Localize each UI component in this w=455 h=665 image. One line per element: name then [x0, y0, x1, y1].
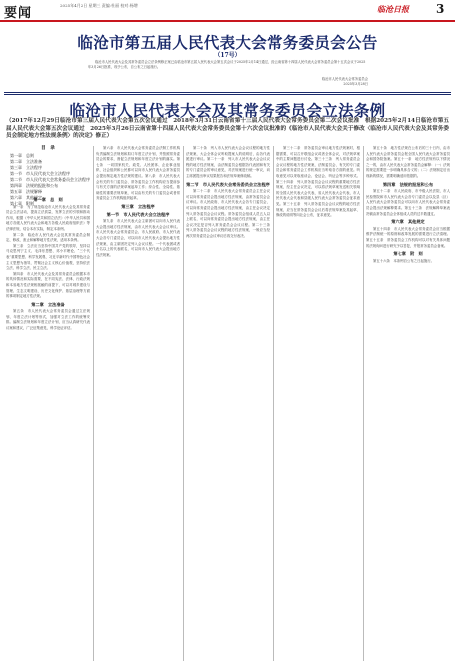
law-title: 临沧市人民代表大会及其常务委员会立法条例 [69, 101, 386, 120]
article: 第二条 临沧市人民代表大会及其常务委员会制定、修改、废止和解释地方性法规，适用本条例。 [6, 232, 90, 243]
toc-heading: 目 录 [41, 146, 55, 151]
chapter-heading: 第七章 附 则 [393, 251, 423, 257]
toc-item: 第一章 总则 [10, 153, 34, 158]
announcement-body: 临沧市人民代表大会及其常务委员会立法条例修正案已由临沧市第五届人民代表大会第五次会议于2025年2月14日通过，经云南省第十四届人民代表大会常务委员会第十五次会议于2025年3月26日批准，现予公布，自公布之日起施行。 [88, 60, 366, 69]
page-number: 3 [436, 2, 445, 16]
article-text: 第五十条 地方性法规在公布后的三十日内，由市人民代表大会常务委员会报全国人民代表大会常务委员会和国务院备案。第五十一条 地方性法规有以下情况之一的，由市人民代表大会常务委员会解释：（一）法规的规定需要进一步明确具体含义的；（二）法规制定后出现新的情况，需要明确适用依据的。 [366, 146, 450, 178]
article-text: 第二十二条 市人民代表大会常务委员会主任会议可以向常务委员会提出地方性法规案，由常务委员会会议审议。市人民政府、市人民代表大会各专门委员会，可以向常务委员会提出地方性法规案，由主任会议决定列入常务委员会会议议程。常务委员会组成人员五人以上联名，可以向常务委员会提出地方性法规案，由主任会议决定是否列入常务委员会会议议程。第二十三条 列入常务委员会会议议程的地方性法规案，一般应当经两次常务委员会会议审议后再交付表决。 [186, 189, 274, 238]
announcement-title: 临沧市第五届人民代表大会常务委员会公告 [77, 33, 378, 52]
article: 第一条 为了规范临沧市人民代表大会及其常务委员会立法活动，提高立法质量，发挥立法的引领和推动作用，根据《中华人民共和国立法法》《中华人民共和国地方各级人民代表大会和地方各级人民政府组织法》等法律法规，结合本市实际，制定本条例。 [6, 204, 90, 231]
section-heading: 第二节 市人民代表大会常务委员会立法程序 [186, 181, 270, 187]
article-text: 第五十四条 市人民代表大会常务委员会应当根据维护法制统一的原则和改革发展的需要进行立法清理。第五十五条 常务委员会工作机构可以对有关具体问题的法规询问进行研究予以答复，并报常务委员会备案。 [366, 226, 450, 248]
chapter-heading: 第六章 其他规定 [391, 219, 425, 225]
article: 第五条 市人民代表大会常务委员会通过立法规划、年度立法计划等形式，加强对立法工作的统筹安排。编制立法规划和年度立法计划，应当认真研究代表议案和建议，广泛征集意见，科学论证评估。 [6, 309, 90, 331]
article-text: 第六条 市人民代表大会常务委员会法制工作机构负责编制立法规划和拟订年度立法计划，并按照常务委员会的要求，督促立法规划和年度立法计划的落实。第七条 一切国家机关、政党、人民团体、企业事业组织、社会组织和公民都可以向市人民代表大会常务委员会提出制定地方性法规的建议。第八条 市人民代表大会有关的专门委员会、常务委员会工作机构应当提前参与有关方面的法规草案起草工作；综合性、全局性、基础性的重要法规草案，可以由有关的专门委员会或者常务委员会工作机构组织起草。 [96, 146, 180, 201]
newspaper-masthead: 临沧日报 [377, 4, 409, 14]
chapter-heading: 第四章 法规的报批和公布 [382, 181, 434, 187]
divider-thin [4, 94, 451, 95]
column-separator [183, 146, 184, 661]
divider [4, 92, 451, 93]
article-text: 第九条 市人民代表大会主席团可以向市人民代表大会提出地方性法规案，由市人民代表大会会议审议。市人民代表大会常务委员会、市人民政府、市人民代表大会各专门委员会，可以向市人民代表大会提出地方性法规案，由主席团决定列入会议议程。一个代表团或者十名以上的代表联名，可以向市人民代表大会提出地方性法规案。 [96, 219, 180, 257]
column-1 [6, 146, 90, 661]
chapter-heading: 第一章 总 则 [33, 197, 63, 202]
signer: 临沧市人民代表大会常务委员会 [321, 77, 368, 81]
article-text: 第五十二条 市人民政府、市中级人民法院、市人民检察院和市人民代表大会各专门委员会以及县（区）人民代表大会常务委员会可以向市人民代表大会常务委员会提出法规解释要求。第五十三条 法规解释草案表决稿由常务委员会全体组成人员的过半数通过。 [366, 189, 450, 216]
page-header [0, 0, 455, 22]
toc-item: 第六章 其他规定 [10, 195, 42, 200]
column-4 [276, 146, 360, 661]
toc-item: 第一节 市人民代表大会立法程序 [10, 171, 70, 176]
column-3 [186, 146, 274, 661]
date-line: 2025年4月2日 星期三 责编:杜丽 校对:杨增 [60, 3, 138, 8]
announcement-signature [290, 77, 368, 87]
toc-item: 第二节 市人民代表大会常务委员会立法程序 [10, 177, 90, 182]
chapter-heading: 第三章 立法程序 [121, 203, 155, 209]
article-text: 第五十六条 本条例自公布之日起施行。 [373, 258, 435, 263]
column-separator [363, 146, 364, 661]
toc-item: 第二章 立法准备 [10, 159, 42, 164]
announcement-number: （17号） [214, 52, 241, 59]
article-text: 第三十二条 常务委员会审议地方性法规案时，根据需要，可以召开联组会议或者全体会议，对法规草案中的主要问题进行讨论。第三十三条 列入常务委员会会议议程的地方性法规案，法制委员会、有关的专门委员会和常务委员会工作机构应当听取各方面的意见。听取意见可以采取座谈会、论证会、听证会等多种形式。第三十四条 列入常务委员会会议议程的重要地方性法规案，经主任会议决定，可以将法规草案发送相关领域的全国人民代表大会代表、省人民代表大会代表、市人民代表大会代表和县级人民代表大会常务委员会征求意见。第三十五条 列入常务委员会会议议程的地方性法规案，应当在常务委员会会议后将法规草案及其起草、修改的说明等向社会公布，征求意见。 [276, 146, 360, 218]
section-name: 要闻 [4, 6, 33, 21]
toc-item: 第三章 立法程序 [10, 165, 42, 170]
column-separator [93, 146, 94, 661]
column-separator [273, 146, 274, 661]
article: 第三条 立法应当坚持中国共产党的领导，坚持以马克思列宁主义、毛泽东思想、邓小平理论、“三个代表”重要思想、科学发展观、习近平新时代中国特色社会主义思想为指导，贯彻社会主义核心价值观，坚持依法立法、科学立法、民主立法。 [6, 243, 90, 271]
chapter-heading: 第二章 立法准备 [31, 301, 65, 307]
section-heading: 第一节 市人民代表大会立法程序 [106, 211, 170, 217]
column-2 [96, 146, 180, 661]
toc-item: 第四章 法规的报批和公布 [10, 183, 58, 188]
toc-item: 第七章 附则 [10, 201, 34, 206]
law-revision-note: （2017年12月29日临沧市第三届人民代表大会第五次会议通过 2018年3月31日云南省第十三届人民代表大会常务委员会第二次会议批准 根据2025年2月14日临沧市第五届人民代表大会第五次会议通过 2025年3月26日云南省第十四届人民代表大会常务委员会第十六次会议批准的《临沧市人民代表大会关于修改〈临沧市人民代表大会及其常务委员会制定地方性法规条例〉的决定》修正） [6, 118, 449, 140]
article: 第四条 市人民代表大会及其常务委员会根据本市的具体情况和实际需要，在不同宪法、法律、行政法规和本省地方性法规相抵触的前提下，可以对城乡建设与管理、生态文明建设、历史文化保护、基层治理等方面的事项制定地方性法规。 [6, 271, 90, 299]
sign-date: 2025年3月28日 [343, 82, 368, 86]
toc-item: 第五章 法规解释 [10, 189, 42, 194]
column-5 [366, 146, 450, 661]
article-text: 第二十条 列入市人民代表大会会议议程的地方性法规案，大会全体会议听取提案人的说明后，由各代表团进行审议。第二十一条 列入市人民代表大会会议议程的地方性法规案，由法制委员会根据各代表团和有关的专门委员会的审议意见，对法规案进行统一审议，向主席团提出审议结果报告和法规草案修改稿。 [186, 146, 270, 178]
